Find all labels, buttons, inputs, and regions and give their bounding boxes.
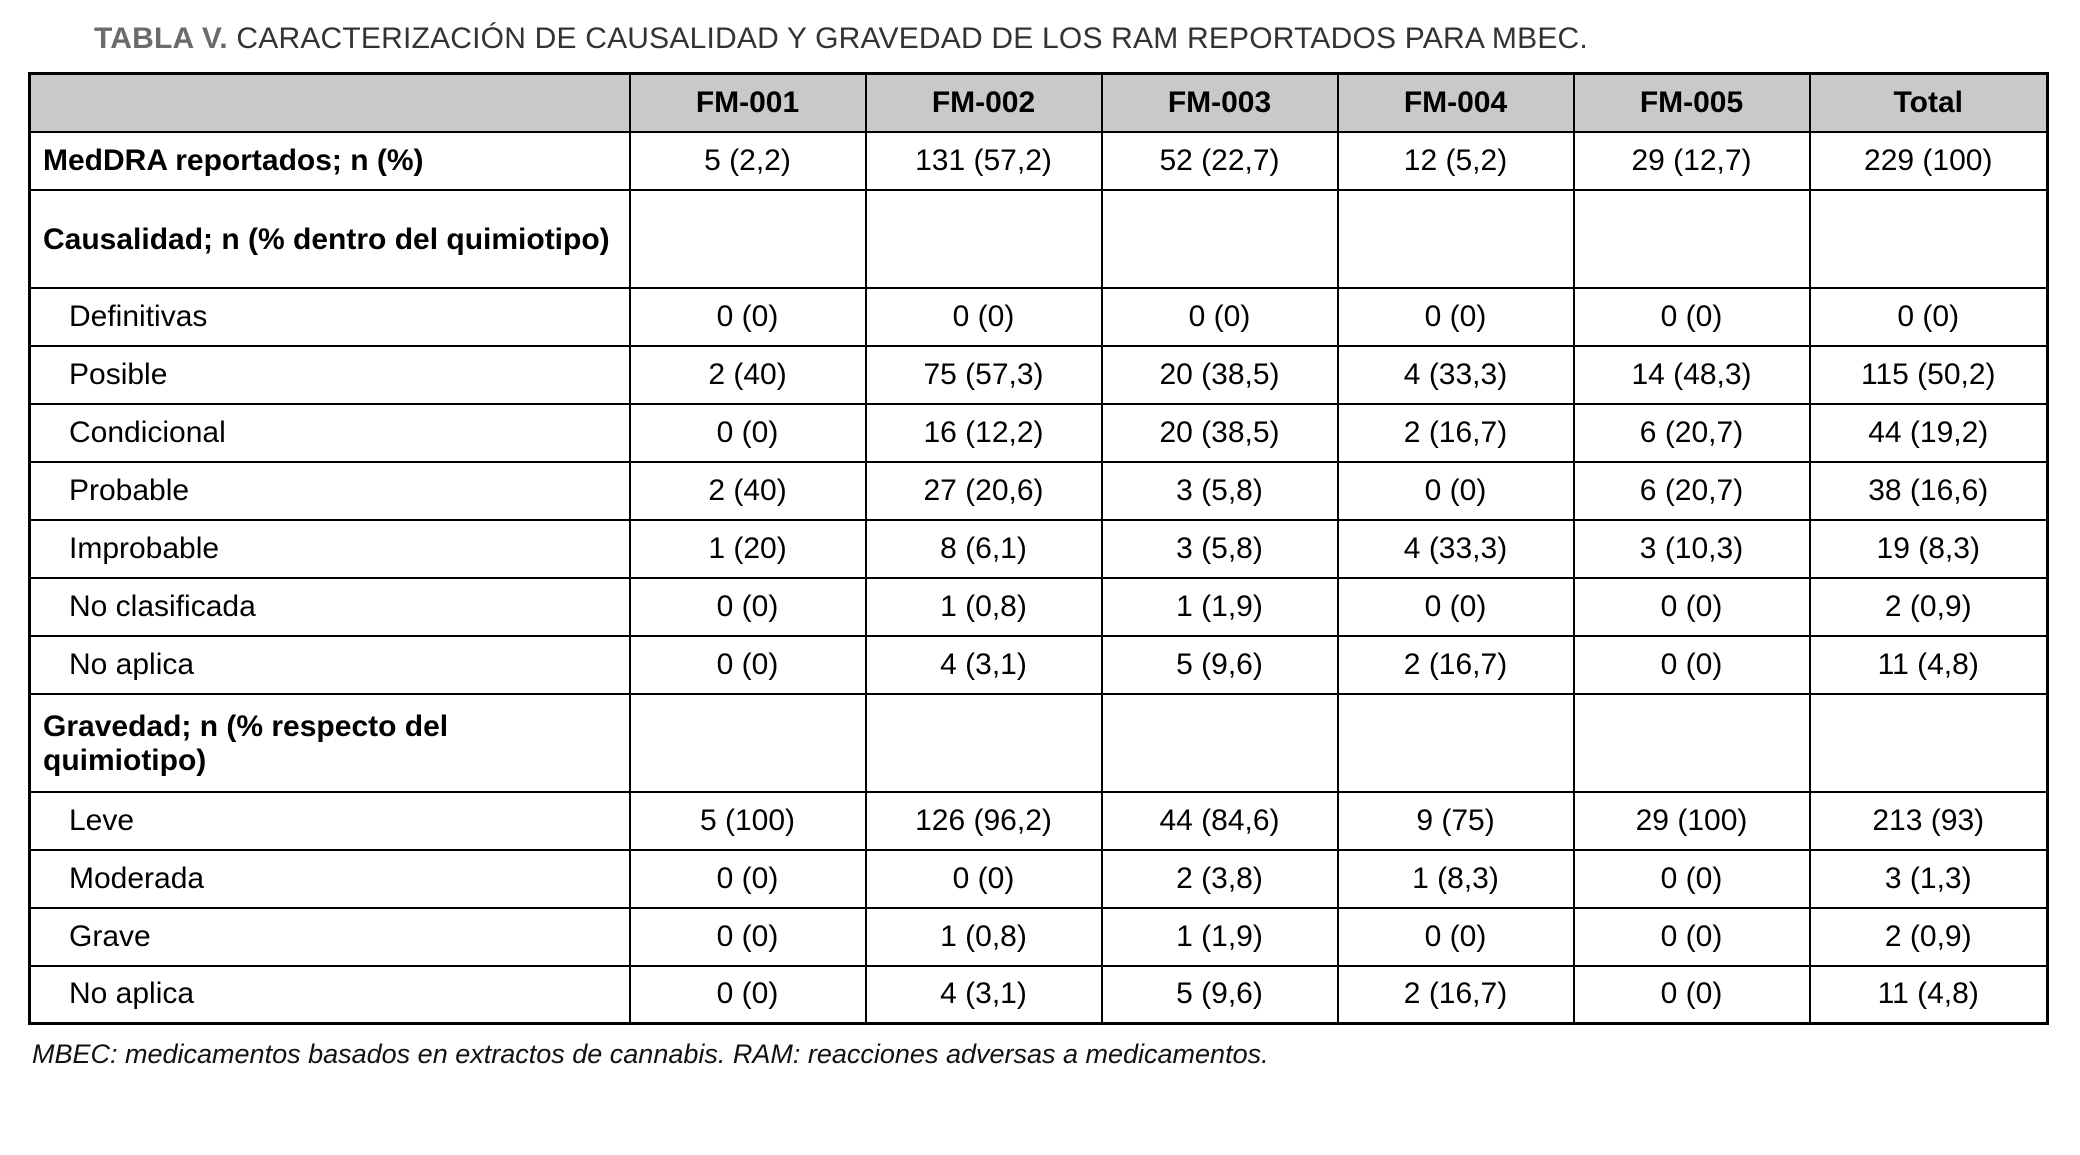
table-cell: 1 (8,3): [1338, 850, 1574, 908]
table-cell: [630, 694, 866, 792]
table-row: [30, 520, 2048, 578]
table-cell: 14 (48,3): [1574, 346, 1810, 404]
table-cell: 0 (0): [630, 288, 866, 346]
table-cell: 0 (0): [1574, 636, 1810, 694]
table-cell: 4 (33,3): [1338, 520, 1574, 578]
table-cell: 213 (93): [1810, 792, 2048, 850]
row-label: Probable: [30, 462, 630, 520]
table-row: [30, 792, 2048, 850]
table-row: [30, 908, 2048, 966]
column-header-total: Total: [1810, 74, 2048, 132]
table-cell: 0 (0): [630, 966, 866, 1024]
table-cell: 29 (100): [1574, 792, 1810, 850]
table-cell: 115 (50,2): [1810, 346, 2048, 404]
table-row: [30, 288, 2048, 346]
table-cell: 38 (16,6): [1810, 462, 2048, 520]
table-cell: [630, 190, 866, 288]
table-cell: 52 (22,7): [1102, 132, 1338, 190]
table-cell: 11 (4,8): [1810, 966, 2048, 1024]
row-label: No clasificada: [30, 578, 630, 636]
table-cell: [1810, 694, 2048, 792]
table-footnote: MBEC: medicamentos basados en extractos de cannabis. RAM: reacciones adversas a medicamentos.: [32, 1039, 1269, 1069]
table-cell: 0 (0): [1102, 288, 1338, 346]
table-cell: 2 (0,9): [1810, 578, 2048, 636]
table-row: [30, 346, 2048, 404]
table-cell: 4 (33,3): [1338, 346, 1574, 404]
row-label: Leve: [30, 792, 630, 850]
table-cell: 0 (0): [1574, 966, 1810, 1024]
table-cell: 8 (6,1): [866, 520, 1102, 578]
table-cell: 5 (9,6): [1102, 966, 1338, 1024]
table-cell: 3 (1,3): [1810, 850, 2048, 908]
table-row: [30, 578, 2048, 636]
table-cell: 0 (0): [1338, 462, 1574, 520]
causality-severity-table: [28, 72, 2049, 1025]
row-label: Definitivas: [30, 288, 630, 346]
table-cell: [1102, 190, 1338, 288]
table-cell: 2 (40): [630, 462, 866, 520]
table-cell: 6 (20,7): [1574, 404, 1810, 462]
table-cell: [1338, 694, 1574, 792]
table-cell: [866, 190, 1102, 288]
table-cell: 12 (5,2): [1338, 132, 1574, 190]
table-cell: 1 (1,9): [1102, 578, 1338, 636]
table-cell: 0 (0): [1338, 908, 1574, 966]
table-cell: 11 (4,8): [1810, 636, 2048, 694]
table-caption-text: CARACTERIZACIÓN DE CAUSALIDAD Y GRAVEDAD DE LOS RAM REPORTADOS PARA MBEC.: [236, 22, 1588, 55]
table-cell: 5 (100): [630, 792, 866, 850]
table-cell: 2 (16,7): [1338, 966, 1574, 1024]
table-cell: 5 (2,2): [630, 132, 866, 190]
table-cell: 0 (0): [630, 636, 866, 694]
table-header-row: [30, 74, 2048, 132]
row-label: MedDRA reportados; n (%): [30, 132, 630, 190]
table-body: [30, 132, 2048, 1024]
table-cell: 44 (19,2): [1810, 404, 2048, 462]
table-cell: [866, 694, 1102, 792]
table-cell: 0 (0): [1810, 288, 2048, 346]
table-cell: 4 (3,1): [866, 636, 1102, 694]
table-row: [30, 966, 2048, 1024]
table-cell: 0 (0): [1574, 578, 1810, 636]
table-cell: 2 (3,8): [1102, 850, 1338, 908]
row-label: Condicional: [30, 404, 630, 462]
table-cell: 0 (0): [630, 578, 866, 636]
table-cell: 1 (1,9): [1102, 908, 1338, 966]
column-header-fm-003: FM-003: [1102, 74, 1338, 132]
table-cell: 5 (9,6): [1102, 636, 1338, 694]
table-cell: 3 (5,8): [1102, 462, 1338, 520]
row-label: No aplica: [30, 966, 630, 1024]
table-cell: 0 (0): [1574, 288, 1810, 346]
table-cell: 16 (12,2): [866, 404, 1102, 462]
row-label: Grave: [30, 908, 630, 966]
table-row: [30, 404, 2048, 462]
table-cell: 0 (0): [630, 850, 866, 908]
table-row: [30, 132, 2048, 190]
table-cell: [1574, 694, 1810, 792]
table-cell: 126 (96,2): [866, 792, 1102, 850]
table-cell: 75 (57,3): [866, 346, 1102, 404]
table-cell: 0 (0): [866, 288, 1102, 346]
table-cell: 0 (0): [1574, 850, 1810, 908]
table-cell: 2 (0,9): [1810, 908, 2048, 966]
table-row: [30, 636, 2048, 694]
column-header-fm-004: FM-004: [1338, 74, 1574, 132]
table-cell: 3 (10,3): [1574, 520, 1810, 578]
table-caption-label: TABLA V.: [94, 22, 228, 55]
column-header-label: [30, 74, 630, 132]
row-label: Posible: [30, 346, 630, 404]
table-cell: 1 (0,8): [866, 578, 1102, 636]
table-cell: 29 (12,7): [1574, 132, 1810, 190]
table-cell: 131 (57,2): [866, 132, 1102, 190]
table-cell: 4 (3,1): [866, 966, 1102, 1024]
table-cell: 1 (0,8): [866, 908, 1102, 966]
table-cell: 2 (40): [630, 346, 866, 404]
table-cell: 44 (84,6): [1102, 792, 1338, 850]
column-header-fm-002: FM-002: [866, 74, 1102, 132]
table-cell: 229 (100): [1810, 132, 2048, 190]
table-row: [30, 694, 2048, 792]
table-cell: 1 (20): [630, 520, 866, 578]
row-label: Causalidad; n (% dentro del quimiotipo): [30, 190, 630, 288]
table-row: [30, 462, 2048, 520]
column-header-fm-005: FM-005: [1574, 74, 1810, 132]
table-cell: 19 (8,3): [1810, 520, 2048, 578]
row-label: No aplica: [30, 636, 630, 694]
table-cell: 6 (20,7): [1574, 462, 1810, 520]
table-cell: [1338, 190, 1574, 288]
table-cell: [1574, 190, 1810, 288]
row-label: Moderada: [30, 850, 630, 908]
row-label: Gravedad; n (% respecto del quimiotipo): [30, 694, 630, 792]
table-cell: 0 (0): [1338, 578, 1574, 636]
table-cell: 0 (0): [630, 404, 866, 462]
table-row: [30, 850, 2048, 908]
table-cell: 20 (38,5): [1102, 346, 1338, 404]
table-cell: 0 (0): [630, 908, 866, 966]
column-header-fm-001: FM-001: [630, 74, 866, 132]
table-cell: 27 (20,6): [866, 462, 1102, 520]
table-cell: [1102, 694, 1338, 792]
table-cell: 0 (0): [1338, 288, 1574, 346]
table-caption: [94, 22, 2040, 56]
table-cell: 20 (38,5): [1102, 404, 1338, 462]
table-row: [30, 190, 2048, 288]
table-header: [30, 74, 2048, 132]
table-cell: 0 (0): [866, 850, 1102, 908]
table-cell: 2 (16,7): [1338, 404, 1574, 462]
table-cell: 2 (16,7): [1338, 636, 1574, 694]
table-cell: [1810, 190, 2048, 288]
table-cell: 3 (5,8): [1102, 520, 1338, 578]
table-cell: 9 (75): [1338, 792, 1574, 850]
row-label: Improbable: [30, 520, 630, 578]
table-cell: 0 (0): [1574, 908, 1810, 966]
